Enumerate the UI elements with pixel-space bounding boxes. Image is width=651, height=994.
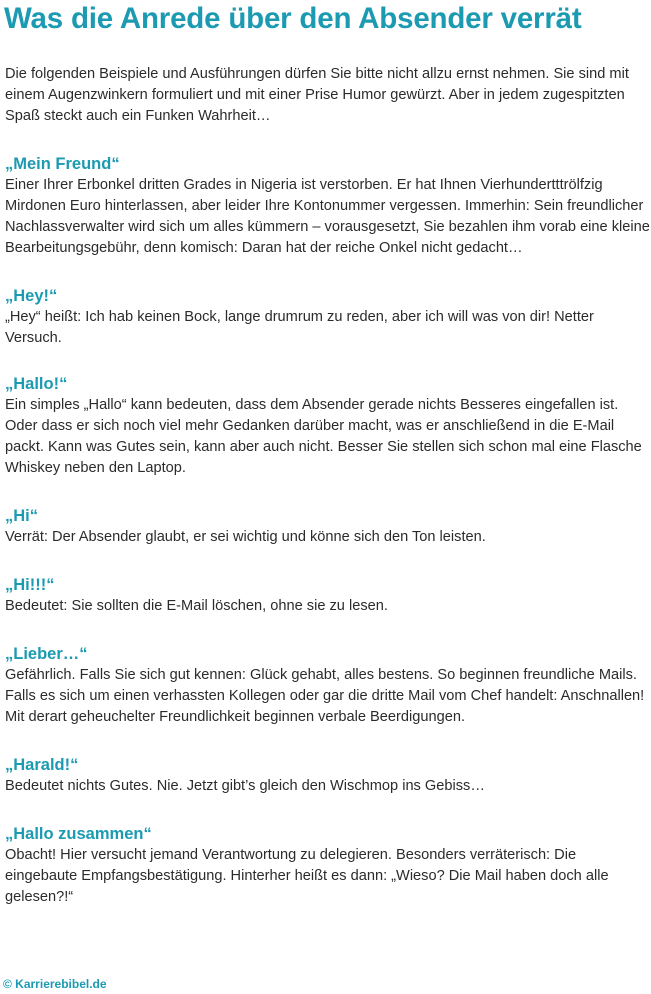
section-heading: „Hi!!!“	[5, 576, 55, 594]
section-text: Ein simples „Hallo“ kann bedeuten, dass dem Absender gerade nichts Besseres eingefallen ist. Oder dass er sich noch viel mehr Gedanken darüber macht, was er anschließend in die E-Mail packt. Kann was Gutes sein, kann aber auch nicht. Besser Sie stellen sich schon mal eine Flasche Whiskey neben den Laptop.	[5, 397, 642, 476]
section-hallo	[5, 373, 650, 479]
copyright-footer: © Karrierebibel.de	[3, 977, 107, 991]
page-title: Was die Anrede über den Absender verrät	[4, 2, 582, 35]
section-text: Einer Ihrer Erbonkel dritten Grades in Nigeria ist verstorben. Er hat Ihnen Vierhundertttrölfzig Mirdonen Euro hinterlassen, aber leider Ihre Kontonummer vergessen. Immerhin: Sein freundlicher Nachlassverwalter wird sich um alles kümmern – vorausgesetzt, Sie bezahlen ihm vorab eine kleine Bearbeitungsgebühr, denn komisch: Daran hat der reiche Onkel nicht gedacht…	[5, 177, 650, 256]
section-text: Bedeutet: Sie sollten die E-Mail löschen, ohne sie zu lesen.	[5, 598, 388, 614]
section-text: „Hey“ heißt: Ich hab keinen Bock, lange drumrum zu reden, aber ich will was von dir! Netter Versuch.	[5, 309, 594, 346]
content-body	[5, 64, 650, 908]
section-text: Gefährlich. Falls Sie sich gut kennen: Glück gehabt, alles bestens. So beginnen freundliche Mails. Falls es sich um einen verhassten Kollegen oder gar die dritte Mail vom Chef handelt: Anschnallen! Mit derart geheuchelter Freundlichkeit beginnen verbale Beerdigungen.	[5, 667, 645, 725]
section-heading: „Lieber…“	[5, 645, 88, 663]
section-heading: „Hallo!“	[5, 375, 68, 393]
section-hey	[5, 285, 650, 349]
section-heading: „Hi“	[5, 507, 38, 525]
section-text: Verrät: Der Absender glaubt, er sei wichtig und könne sich den Ton leisten.	[5, 529, 486, 545]
section-harald	[5, 754, 650, 797]
section-heading: „Mein Freund“	[5, 155, 120, 173]
section-text: Obacht! Hier versucht jemand Verantwortung zu delegieren. Besonders verräterisch: Die eingebaute Empfangsbestätigung. Hinterher heißt es dann: „Wieso? Die Mail haben doch alle gelesen?!“	[5, 847, 609, 905]
section-heading: „Harald!“	[5, 756, 79, 774]
section-lieber	[5, 643, 650, 728]
section-heading: „Hey!“	[5, 287, 58, 305]
section-hallo-zusammen	[5, 823, 650, 908]
section-hi-exclamation	[5, 574, 650, 617]
section-heading: „Hallo zusammen“	[5, 825, 152, 843]
section-hi	[5, 505, 650, 548]
section-mein-freund	[5, 153, 650, 259]
section-text: Bedeutet nichts Gutes. Nie. Jetzt gibt’s gleich den Wischmop ins Gebiss…	[5, 778, 485, 794]
intro-paragraph: Die folgenden Beispiele und Ausführungen dürfen Sie bitte nicht allzu ernst nehmen. Sie sind mit einem Augenzwinkern formuliert und mit einer Prise Humor gewürzt. Aber in jedem zugespitzten Spaß steckt auch ein Funken Wahrheit…	[5, 66, 629, 124]
